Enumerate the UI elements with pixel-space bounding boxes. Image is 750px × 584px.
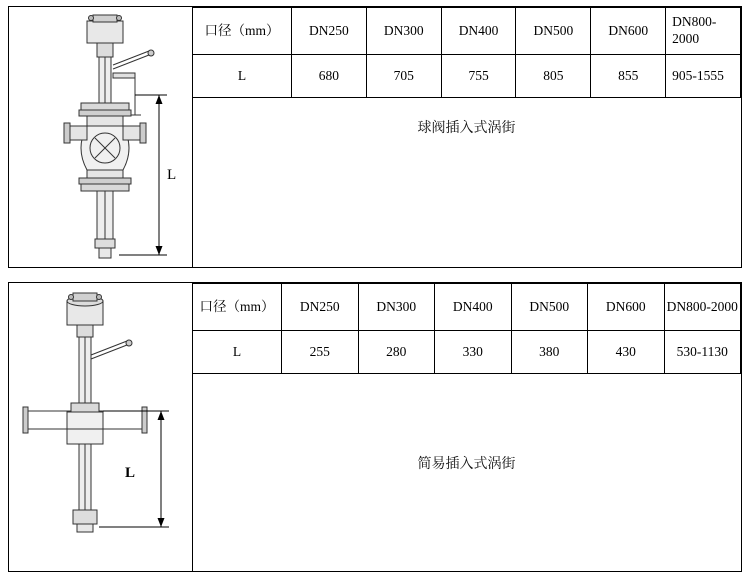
- cell: DN800-2000: [664, 284, 741, 331]
- row-header-length: L: [193, 331, 282, 374]
- spec-table-ball-valve: [192, 7, 741, 98]
- row-header-caliber: 口径（mm）: [193, 284, 282, 331]
- cell: 255: [282, 331, 359, 374]
- ball-valve-flowmeter-drawing: [9, 7, 191, 267]
- row-header-length: L: [193, 55, 292, 98]
- cell: 705: [366, 55, 441, 98]
- cell: DN600: [588, 284, 665, 331]
- spec-area-ball-valve: [192, 7, 741, 267]
- cell: 805: [516, 55, 591, 98]
- caption-wrap-simple-insertion: [192, 453, 741, 473]
- panel-ball-valve-insertion: [8, 6, 742, 268]
- table-row: [193, 284, 741, 331]
- panel-caption-simple-insertion: 简易插入式涡街: [417, 456, 516, 472]
- simple-insertion-flowmeter-drawing: [9, 283, 191, 571]
- cell: DN250: [292, 8, 367, 55]
- panel-caption-ball-valve: 球阀插入式涡街: [417, 120, 516, 136]
- cell: DN500: [511, 284, 588, 331]
- cell: DN400: [441, 8, 516, 55]
- cell: DN500: [516, 8, 591, 55]
- cell: 280: [358, 331, 435, 374]
- cell: 330: [435, 331, 512, 374]
- cell: DN250: [282, 284, 359, 331]
- spec-area-simple-insertion: [192, 283, 741, 571]
- cell: DN800-2000: [666, 8, 741, 55]
- dimension-label-L: L: [167, 167, 177, 183]
- cell: DN400: [435, 284, 512, 331]
- cell: DN600: [591, 8, 666, 55]
- dimension-label-L: L: [125, 465, 136, 481]
- table-row: [193, 331, 741, 374]
- row-header-caliber: 口径（mm）: [193, 8, 292, 55]
- drawing-ball-valve: [9, 7, 192, 267]
- cell: 755: [441, 55, 516, 98]
- cell: 905-1555: [666, 55, 741, 98]
- panel-simple-insertion: [8, 282, 742, 572]
- cell: 855: [591, 55, 666, 98]
- table-row: [193, 55, 741, 98]
- caption-wrap-ball-valve: [192, 117, 741, 137]
- cell: DN300: [366, 8, 441, 55]
- cell: 680: [292, 55, 367, 98]
- cell: 530-1130: [664, 331, 741, 374]
- cell: DN300: [358, 284, 435, 331]
- table-row: [193, 8, 741, 55]
- cell: 380: [511, 331, 588, 374]
- cell: 430: [588, 331, 665, 374]
- spec-table-simple-insertion: [192, 283, 741, 374]
- drawing-simple-insertion: [9, 283, 192, 571]
- dimension-line-L: [119, 95, 167, 255]
